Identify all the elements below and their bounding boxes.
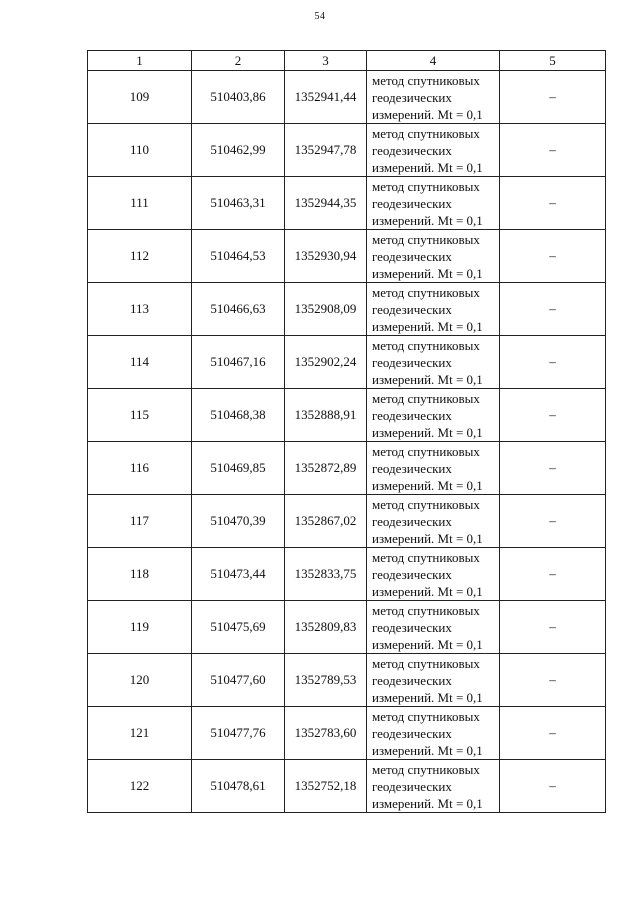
method-cell: [367, 230, 500, 283]
note-cell: –: [500, 124, 606, 177]
method-line: геодезических: [372, 301, 452, 317]
y-coordinate-cell: 1352888,91: [285, 389, 367, 442]
method-line: метод спутниковых: [372, 761, 480, 777]
table-row: [88, 760, 606, 813]
method-cell: [367, 760, 500, 813]
point-number-cell: 115: [88, 389, 192, 442]
method-line: геодезических: [372, 142, 452, 158]
method-line: метод спутниковых: [372, 708, 480, 724]
method-line: измерений. Mt = 0,1: [372, 742, 483, 758]
y-coordinate-cell: 1352944,35: [285, 177, 367, 230]
y-coordinate-cell: 1352930,94: [285, 230, 367, 283]
method-cell: [367, 71, 500, 124]
method-line: измерений. Mt = 0,1: [372, 795, 483, 811]
point-number-cell: 122: [88, 760, 192, 813]
method-line: метод спутниковых: [372, 337, 480, 353]
x-coordinate-cell: 510466,63: [192, 283, 285, 336]
header-col-3: 3: [285, 51, 367, 71]
x-coordinate-cell: 510462,99: [192, 124, 285, 177]
method-cell: [367, 601, 500, 654]
point-number-cell: 118: [88, 548, 192, 601]
method-line: измерений. Mt = 0,1: [372, 318, 483, 334]
table-row: [88, 654, 606, 707]
method-line: измерений. Mt = 0,1: [372, 371, 483, 387]
method-line: геодезических: [372, 619, 452, 635]
method-cell: [367, 389, 500, 442]
x-coordinate-cell: 510464,53: [192, 230, 285, 283]
method-line: геодезических: [372, 672, 452, 688]
x-coordinate-cell: 510469,85: [192, 442, 285, 495]
note-cell: –: [500, 336, 606, 389]
method-line: измерений. Mt = 0,1: [372, 689, 483, 705]
header-col-2: 2: [192, 51, 285, 71]
note-cell: –: [500, 707, 606, 760]
method-line: геодезических: [372, 566, 452, 582]
note-cell: –: [500, 601, 606, 654]
table-row: [88, 71, 606, 124]
header-col-1: 1: [88, 51, 192, 71]
method-line: геодезических: [372, 248, 452, 264]
table-row: [88, 548, 606, 601]
y-coordinate-cell: 1352789,53: [285, 654, 367, 707]
y-coordinate-cell: 1352908,09: [285, 283, 367, 336]
table-row: [88, 177, 606, 230]
point-number-cell: 119: [88, 601, 192, 654]
y-coordinate-cell: 1352947,78: [285, 124, 367, 177]
method-line: измерений. Mt = 0,1: [372, 636, 483, 652]
method-cell: [367, 442, 500, 495]
method-line: геодезических: [372, 778, 452, 794]
table-row: [88, 442, 606, 495]
method-line: метод спутниковых: [372, 496, 480, 512]
method-line: метод спутниковых: [372, 390, 480, 406]
method-line: геодезических: [372, 725, 452, 741]
method-line: метод спутниковых: [372, 284, 480, 300]
method-cell: [367, 177, 500, 230]
point-number-cell: 117: [88, 495, 192, 548]
method-line: метод спутниковых: [372, 602, 480, 618]
method-line: метод спутниковых: [372, 178, 480, 194]
method-line: измерений. Mt = 0,1: [372, 530, 483, 546]
y-coordinate-cell: 1352833,75: [285, 548, 367, 601]
method-line: метод спутниковых: [372, 655, 480, 671]
point-number-cell: 113: [88, 283, 192, 336]
method-line: метод спутниковых: [372, 231, 480, 247]
coordinates-table: [87, 50, 606, 813]
x-coordinate-cell: 510463,31: [192, 177, 285, 230]
method-cell: [367, 336, 500, 389]
note-cell: –: [500, 654, 606, 707]
method-line: геодезических: [372, 354, 452, 370]
method-cell: [367, 283, 500, 336]
note-cell: –: [500, 495, 606, 548]
x-coordinate-cell: 510477,60: [192, 654, 285, 707]
header-col-5: 5: [500, 51, 606, 71]
method-line: метод спутниковых: [372, 549, 480, 565]
method-line: метод спутниковых: [372, 125, 480, 141]
table-row: [88, 495, 606, 548]
table-row: [88, 283, 606, 336]
note-cell: –: [500, 442, 606, 495]
y-coordinate-cell: 1352752,18: [285, 760, 367, 813]
point-number-cell: 111: [88, 177, 192, 230]
table-row: [88, 336, 606, 389]
method-cell: [367, 495, 500, 548]
method-cell: [367, 654, 500, 707]
method-line: измерений. Mt = 0,1: [372, 477, 483, 493]
note-cell: –: [500, 230, 606, 283]
note-cell: –: [500, 760, 606, 813]
table-row: [88, 707, 606, 760]
point-number-cell: 116: [88, 442, 192, 495]
table-row: [88, 389, 606, 442]
method-line: метод спутниковых: [372, 72, 480, 88]
table-header: [88, 51, 606, 71]
method-line: измерений. Mt = 0,1: [372, 106, 483, 122]
page-number: 54: [314, 11, 326, 22]
method-line: измерений. Mt = 0,1: [372, 424, 483, 440]
point-number-cell: 112: [88, 230, 192, 283]
method-line: геодезических: [372, 195, 452, 211]
x-coordinate-cell: 510403,86: [192, 71, 285, 124]
method-line: геодезических: [372, 407, 452, 423]
point-number-cell: 109: [88, 71, 192, 124]
table-row: [88, 230, 606, 283]
method-line: геодезических: [372, 460, 452, 476]
point-number-cell: 120: [88, 654, 192, 707]
x-coordinate-cell: 510470,39: [192, 495, 285, 548]
x-coordinate-cell: 510468,38: [192, 389, 285, 442]
method-cell: [367, 124, 500, 177]
table-body: [88, 71, 606, 813]
note-cell: –: [500, 71, 606, 124]
x-coordinate-cell: 510467,16: [192, 336, 285, 389]
method-line: измерений. Mt = 0,1: [372, 583, 483, 599]
x-coordinate-cell: 510473,44: [192, 548, 285, 601]
note-cell: –: [500, 389, 606, 442]
header-row: [88, 51, 606, 71]
table-row: [88, 124, 606, 177]
method-line: измерений. Mt = 0,1: [372, 265, 483, 281]
method-line: метод спутниковых: [372, 443, 480, 459]
method-line: измерений. Mt = 0,1: [372, 159, 483, 175]
method-cell: [367, 548, 500, 601]
y-coordinate-cell: 1352872,89: [285, 442, 367, 495]
note-cell: –: [500, 548, 606, 601]
y-coordinate-cell: 1352941,44: [285, 71, 367, 124]
note-cell: –: [500, 177, 606, 230]
point-number-cell: 114: [88, 336, 192, 389]
header-col-4: 4: [367, 51, 500, 71]
y-coordinate-cell: 1352809,83: [285, 601, 367, 654]
method-line: измерений. Mt = 0,1: [372, 212, 483, 228]
x-coordinate-cell: 510478,61: [192, 760, 285, 813]
point-number-cell: 110: [88, 124, 192, 177]
method-cell: [367, 707, 500, 760]
note-cell: –: [500, 283, 606, 336]
x-coordinate-cell: 510475,69: [192, 601, 285, 654]
method-line: геодезических: [372, 513, 452, 529]
method-line: геодезических: [372, 89, 452, 105]
x-coordinate-cell: 510477,76: [192, 707, 285, 760]
y-coordinate-cell: 1352902,24: [285, 336, 367, 389]
y-coordinate-cell: 1352783,60: [285, 707, 367, 760]
table-row: [88, 601, 606, 654]
point-number-cell: 121: [88, 707, 192, 760]
y-coordinate-cell: 1352867,02: [285, 495, 367, 548]
